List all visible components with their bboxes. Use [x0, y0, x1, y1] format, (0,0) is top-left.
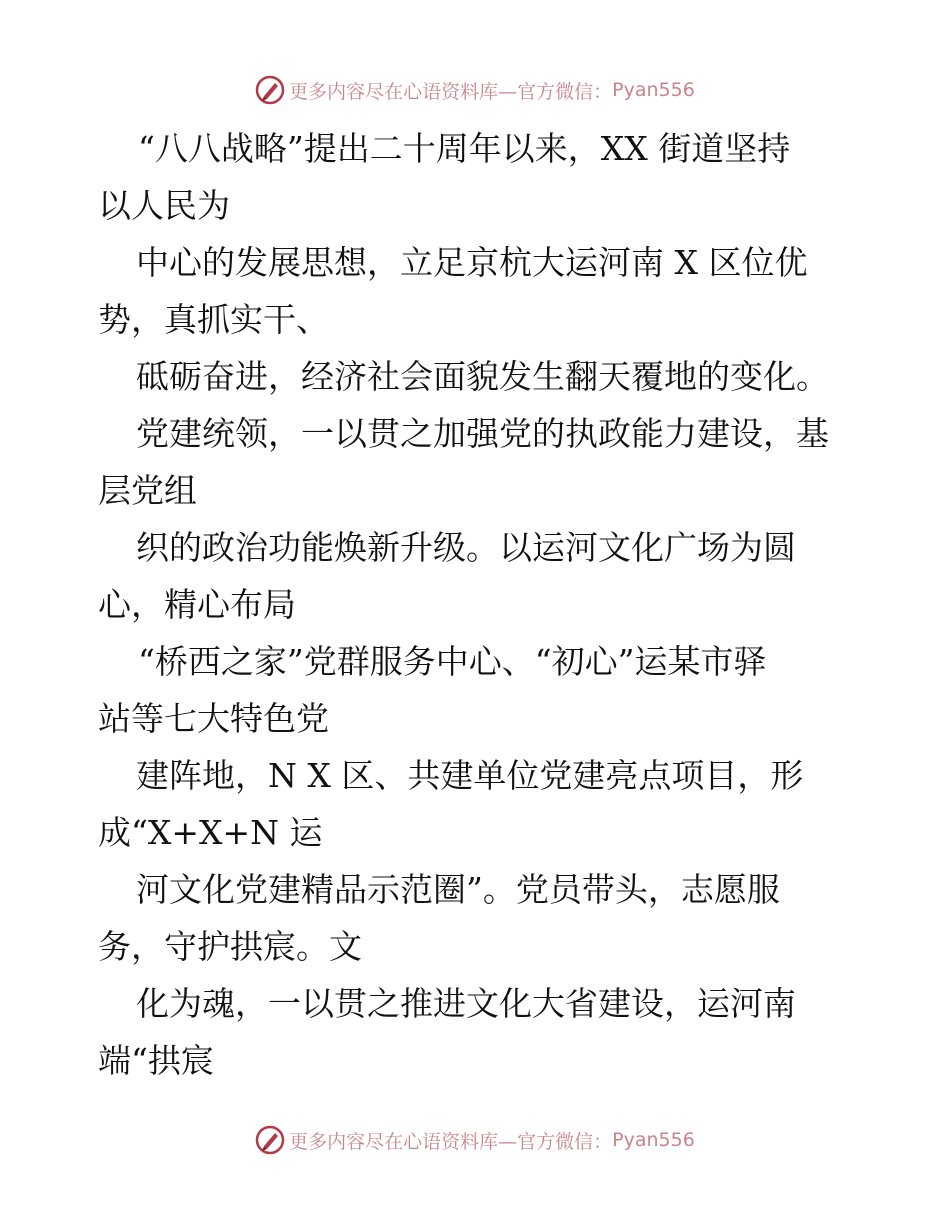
footer-watermark	[0, 1122, 950, 1158]
document-body	[98, 120, 888, 1089]
text-line: 心，精心布局	[98, 585, 296, 624]
text-line: 层党组	[98, 471, 197, 510]
text-line: 建阵地，N X 区、共建单位党建亮点项目，形	[136, 756, 804, 795]
header-watermark	[0, 72, 950, 108]
text-line: 中心的发展思想，立足京杭大运河南 X 区位优	[136, 243, 808, 282]
text-line: 砥砺奋进，经济社会面貌发生翻天覆地的变化。	[136, 357, 829, 396]
text-line: 成“X+X+N 运	[98, 813, 323, 852]
watermark-id: Pyan556	[612, 79, 695, 101]
watermark-text: 更多内容尽在心语资料库—官方微信：	[289, 1130, 613, 1153]
pen-nib-icon	[255, 1125, 285, 1155]
watermark-text: 更多内容尽在心语资料库—官方微信：	[289, 80, 613, 103]
text-line: 务，守护拱宸。文	[98, 927, 362, 966]
text-line: 织的政治功能焕新升级。以运河文化广场为圆	[136, 528, 796, 567]
text-line: “桥西之家”党群服务中心、“初心”运某市驿	[138, 642, 767, 681]
text-line: 端“拱宸	[98, 1041, 214, 1080]
text-line: 河文化党建精品示范圈”。党员带头，志愿服	[136, 870, 780, 909]
text-line: 以人民为	[98, 186, 230, 225]
pen-nib-icon	[255, 75, 285, 105]
text-line: 化为魂，一以贯之推进文化大省建设，运河南	[136, 984, 796, 1023]
text-line: 站等七大特色党	[98, 699, 329, 738]
watermark-id: Pyan556	[612, 1129, 695, 1151]
text-line: “八八战略”提出二十周年以来，XX 街道坚持	[138, 129, 791, 168]
text-line: 势，真抓实干、	[98, 300, 329, 339]
text-line: 党建统领，一以贯之加强党的执政能力建设，基	[136, 414, 829, 453]
